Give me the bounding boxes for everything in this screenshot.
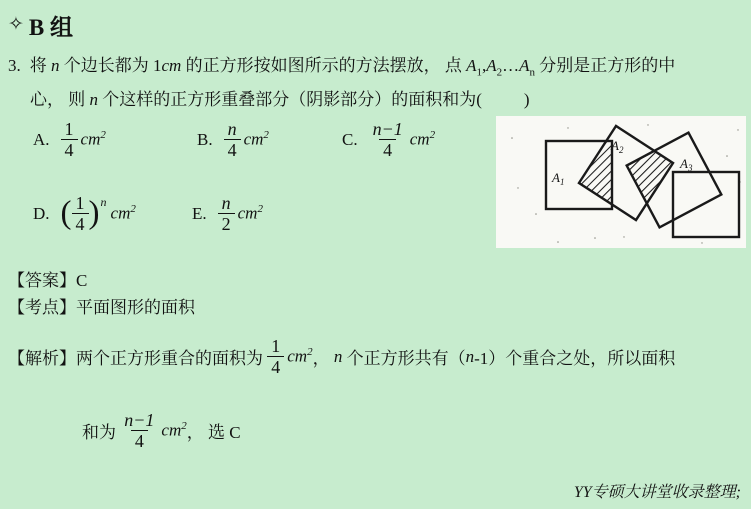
concept-value: 平面图形的面积 bbox=[76, 298, 195, 317]
section-header bbox=[8, 9, 73, 42]
analysis-text: 【解析】两个正方形重合的面积为 bbox=[8, 349, 268, 369]
answer-value: C bbox=[76, 271, 88, 290]
unit-cm2: $cm^2$ bbox=[243, 129, 269, 149]
four-pointed-star-icon: ✧ bbox=[8, 14, 24, 35]
fraction-numerator: 1 bbox=[75, 193, 85, 213]
label-A1: $A_1$ bbox=[552, 170, 565, 187]
option-label: A. bbox=[33, 129, 50, 149]
squares-figure bbox=[496, 116, 746, 248]
exponent-n: n bbox=[100, 195, 107, 209]
question-text: ) bbox=[523, 90, 530, 110]
var-A: A bbox=[466, 56, 477, 75]
unit-cm2: $cm^2$ bbox=[409, 129, 436, 149]
var-A: A bbox=[486, 56, 497, 75]
fraction bbox=[369, 119, 407, 160]
analysis-line-2 bbox=[82, 410, 241, 451]
var-n: n bbox=[333, 346, 343, 366]
footer-credit: YY专硕大讲堂收录整理; bbox=[573, 484, 741, 501]
option-label: E. bbox=[192, 203, 207, 223]
analysis-line-1 bbox=[8, 336, 675, 377]
question-block bbox=[8, 52, 746, 113]
square-4 bbox=[673, 172, 739, 237]
fraction-numerator: n−1 bbox=[124, 410, 155, 430]
question-text: 的正方形按如图所示的方法摆放， 点 bbox=[181, 56, 467, 75]
option-label: D. bbox=[33, 203, 50, 223]
option-label: C. bbox=[342, 129, 358, 149]
unit-cm2: $cm^2$ bbox=[237, 203, 263, 223]
unit-cm2: $cm^2$ bbox=[287, 346, 313, 366]
unit-cm2: $cm^2$ bbox=[110, 203, 136, 223]
var-n: n bbox=[51, 56, 60, 75]
var-n: n bbox=[89, 90, 98, 110]
fraction-denominator: 4 bbox=[131, 430, 148, 451]
fraction bbox=[120, 410, 158, 451]
question-line-1 bbox=[8, 52, 746, 86]
question-number: 3. bbox=[8, 56, 21, 75]
fraction-denominator: 4 bbox=[61, 139, 78, 160]
unit-cm: cm bbox=[161, 56, 182, 75]
squares-figure-svg bbox=[496, 116, 746, 248]
unit-cm2: $cm^2$ bbox=[161, 420, 187, 440]
fraction bbox=[224, 119, 241, 160]
subscript-2: 2 bbox=[496, 66, 503, 79]
open-paren: ( bbox=[60, 194, 72, 231]
var-A: A bbox=[519, 56, 530, 75]
fraction bbox=[218, 193, 235, 234]
fraction-numerator: 1 bbox=[271, 336, 281, 356]
close-paren: ) bbox=[88, 194, 100, 231]
option-c bbox=[342, 119, 435, 160]
fraction-numerator: n bbox=[221, 193, 231, 213]
var-n: n bbox=[465, 346, 475, 366]
question-text: 心， 则 bbox=[30, 90, 90, 110]
label-A2: $A_2$ bbox=[611, 138, 624, 155]
ellipsis: … bbox=[502, 56, 520, 75]
fraction bbox=[267, 336, 284, 377]
label-A3: $A_3$ bbox=[680, 156, 693, 173]
fraction-denominator: 4 bbox=[72, 213, 89, 234]
fraction-denominator: 4 bbox=[267, 356, 284, 377]
option-b bbox=[197, 119, 269, 160]
subscript-n: n bbox=[529, 66, 535, 79]
analysis-text: ， bbox=[312, 349, 334, 369]
analysis-text: 个正方形共有（ bbox=[342, 349, 466, 369]
fraction bbox=[72, 193, 89, 234]
question-line-2 bbox=[8, 86, 746, 113]
question-text: , bbox=[481, 56, 487, 75]
fraction-denominator: 4 bbox=[379, 139, 396, 160]
option-e bbox=[192, 193, 263, 234]
fraction-denominator: 2 bbox=[218, 213, 235, 234]
concept-label: 【考点】 bbox=[8, 298, 76, 317]
fraction-numerator: n bbox=[227, 119, 237, 139]
question-text: 个这样的正方形重叠部分（阴影部分）的面积和为( bbox=[98, 90, 482, 110]
option-d bbox=[33, 193, 136, 234]
fraction bbox=[61, 119, 78, 160]
fraction-numerator: 1 bbox=[64, 119, 74, 139]
analysis-text: ， 选 C bbox=[186, 423, 241, 443]
question-text: 分别是正方形的中 bbox=[535, 56, 676, 75]
subscript-1: 1 bbox=[476, 66, 482, 79]
answer-line bbox=[8, 266, 87, 291]
concept-line bbox=[8, 293, 195, 318]
option-label: B. bbox=[197, 129, 213, 149]
question-text: 个边长都为 1 bbox=[59, 56, 162, 75]
analysis-text: -1）个重合之处，所以面积 bbox=[474, 349, 676, 369]
unit-cm2: $cm^2$ bbox=[80, 129, 106, 149]
section-title: B 组 bbox=[28, 15, 74, 40]
answer-label: 【答案】 bbox=[8, 271, 76, 290]
shaded-overlap-2 bbox=[627, 151, 673, 203]
fraction-denominator: 4 bbox=[224, 139, 241, 160]
fraction-numerator: n−1 bbox=[372, 119, 403, 139]
analysis-text: 和为 bbox=[82, 423, 121, 443]
question-text: 将 bbox=[29, 56, 51, 75]
option-a bbox=[33, 119, 106, 160]
